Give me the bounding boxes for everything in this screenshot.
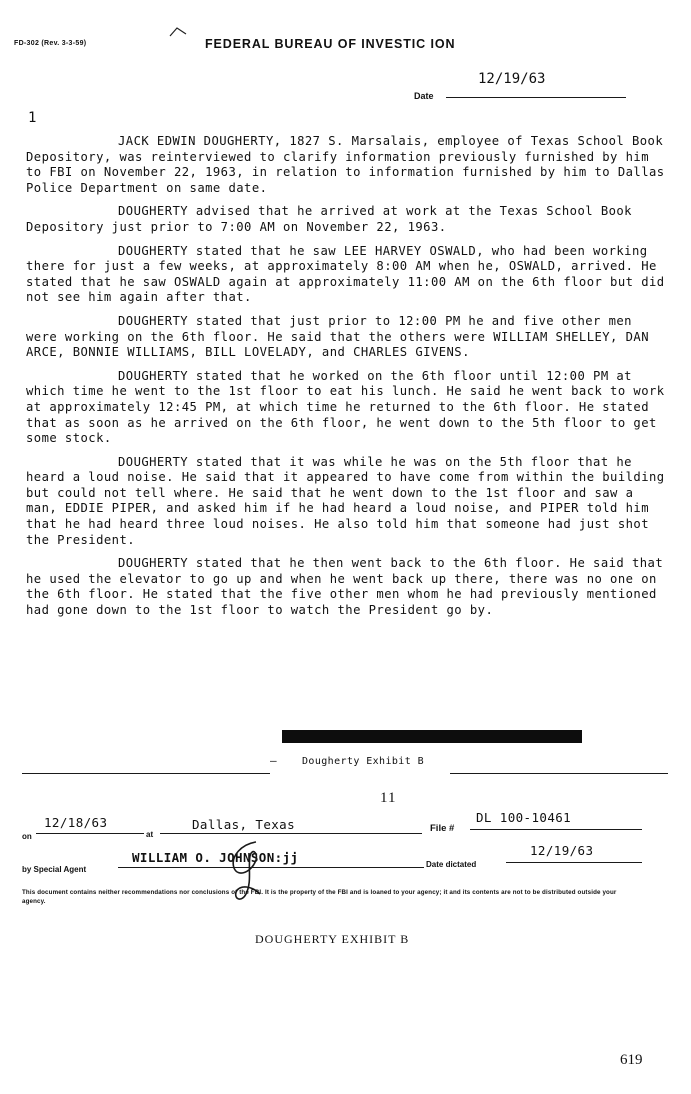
agent-value: WILLIAM O. JOHNSON:jj	[132, 850, 299, 865]
caption-dash: —	[270, 754, 277, 767]
file-label: File #	[430, 823, 455, 834]
dictated-underline	[506, 862, 642, 863]
dictated-value: 12/19/63	[530, 843, 594, 858]
caption-rule-right	[450, 773, 668, 774]
page-index: 1	[28, 110, 37, 126]
paragraph: DOUGHERTY stated that he worked on the 6th floor until 12:00 PM at which time he went to the 1st floor to eat his lunch. He said he went back to work at approximately 12:45 PM, at which time he returned to the 6th floor. He stated that as soon as he arrived on the 6th floor, he went down to the 5th floor to get some stock.	[26, 368, 665, 446]
paragraph: DOUGHERTY stated that it was while he was on the 5th floor that he heard a loud noise. He said that it appeared to have come from within the building but could not tell where. He said that he went down to the 1st floor and saw a man, EDDIE PIPER, and asked him if he had heard a loud noise, and PIPER told him that he had heard three loud noises. He also told him that someone had just shot the President.	[26, 454, 665, 547]
page-number: 619	[620, 1052, 643, 1068]
paragraph: DOUGHERTY stated that just prior to 12:00 PM he and five other men were working on the 6th floor. He said that the others were WILLIAM SHELLEY, DAN ARCE, BONNIE WILLIAMS, BILL LOVELADY, and CHARLES GIVENS.	[26, 313, 649, 360]
at-value: Dallas, Texas	[192, 817, 296, 832]
agent-label: by Special Agent	[22, 865, 87, 874]
on-underline	[36, 833, 144, 834]
caption-rule-left	[22, 773, 270, 774]
redaction-bar	[282, 730, 582, 743]
pen-tick-icon	[168, 26, 190, 38]
paragraph: JACK EDWIN DOUGHERTY, 1827 S. Marsalais, employee of Texas School Book Depository, was reinterviewed to clarify information previously furnished by him to FBI on November 22, 1963, in relation to information furnished by him to Dallas Police Department on same date.	[26, 134, 665, 195]
at-label: at	[146, 830, 154, 839]
page-mark: 11	[380, 790, 397, 806]
report-date-label: Date	[414, 91, 434, 101]
on-value: 12/18/63	[44, 815, 108, 830]
on-label: on	[22, 832, 32, 841]
disclaimer-text: This document contains neither recommendations nor conclusions of the FBI. It is the property of the FBI and is loaned to your agency; it and its contents are not to be distributed outside your agency.	[22, 889, 617, 905]
paragraph: DOUGHERTY stated that he then went back to the 6th floor. He said that he used the elevator to go up and when he went back up there, there was no one on the 6th floor. He stated that the five other men whom he had previously mentioned had gone down to the 1st floor to watch the President go by.	[26, 556, 664, 618]
report-date-value: 12/19/63	[478, 71, 546, 87]
bureau-title: FEDERAL BUREAU OF INVESTIC ION	[205, 37, 456, 51]
file-value: DL 100-10461	[476, 810, 572, 825]
paragraph: DOUGHERTY advised that he arrived at work at the Texas School Book Depository just prior to 7:00 AM on November 22, 1963.	[26, 204, 632, 234]
form-code: FD-302 (Rev. 3-3-59)	[14, 40, 87, 47]
date-underline	[446, 97, 626, 98]
exhibit-caption: Dougherty Exhibit B	[302, 756, 424, 767]
file-underline	[470, 829, 642, 830]
dictated-label: Date dictated	[426, 860, 477, 869]
report-body	[26, 134, 666, 627]
paragraph: DOUGHERTY stated that he saw LEE HARVEY OSWALD, who had been working there for just a few weeks, at approximately 8:00 AM when he, OSWALD, arrived. He stated that he saw OSWALD again at approximately 11:00 AM on the 6th floor but did not see him again after that.	[26, 243, 665, 305]
exhibit-footer: DOUGHERTY EXHIBIT B	[255, 932, 410, 946]
at-underline	[160, 833, 422, 834]
